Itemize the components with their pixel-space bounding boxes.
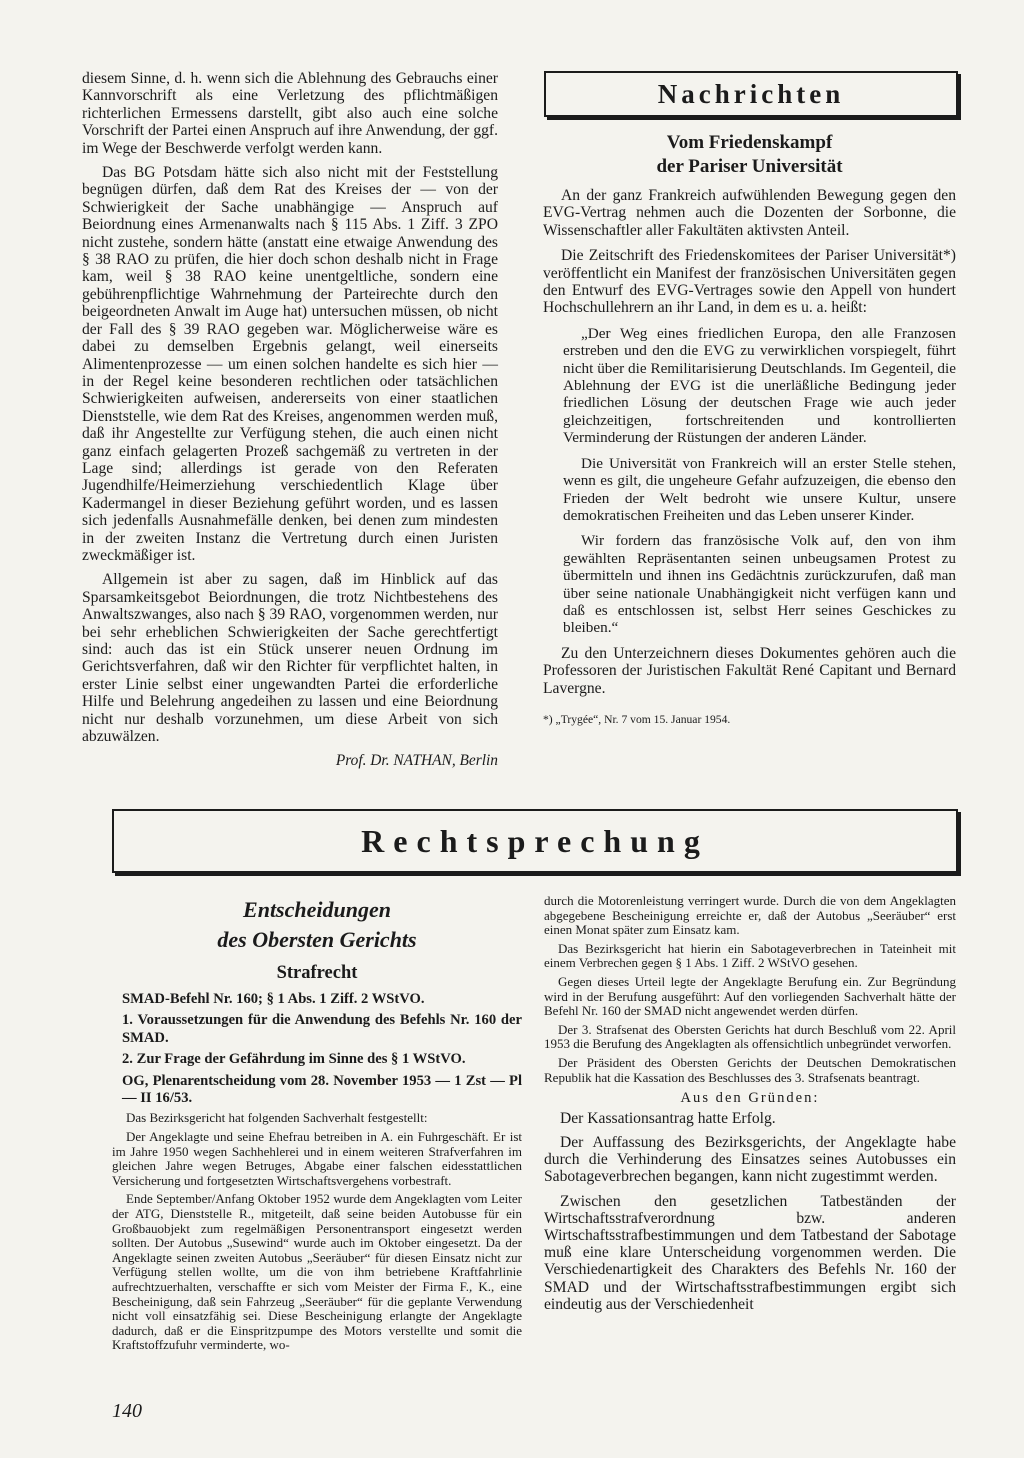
news-heading: [543, 131, 956, 179]
decision-heading-line1: Entscheidungen: [243, 897, 391, 922]
news-heading-line1: Vom Friedenskampf: [666, 132, 833, 153]
paragraph: Die Zeitschrift des Friedenskomitees der Pariser Universität*) veröffentlicht ein Manifest der französischen Universitäten gegen den Entwurf des EVG-Vertrages sowie den Appell von hundert Hochschullehrern an ihr Land, in dem es u. a. heißt:: [543, 247, 956, 317]
paragraph: durch die Motorenleistung verringert wurde. Durch die von dem Angeklagten abgegebene Bescheinigung erreichte er, daß der Autobus „Seeräuber“ erst einen Monat später zum Einsatz kam.: [544, 893, 956, 938]
paragraph: Allgemein ist aber zu sagen, daß im Hinblick auf das Sparsamkeitsgebot Beiordnungen, die trotz Nichtbestehens des Anwaltszwanges, also nach § 39 RAO, vorgenommen werden, nur bei sehr erheblichen Schwierigkeiten der Sache gerechtfertigt sind: auch das ist ein Stück unserer neuen Ordnung im Gerichtsverfahren, daß wir den Richter für verpflichtet halten, in erster Linie selbst einer ungewandten Partei die erforderliche Hilfe und Belehrung angedeihen zu lassen und eine Beiordnung nicht nur deshalb vorzunehmen, um diese Arbeit von sich abzuwälzen.: [82, 571, 498, 746]
paragraph: Der Kassationsantrag hatte Erfolg.: [560, 1109, 776, 1127]
quote-paragraph: Die Universität von Frankreich will an erster Stelle stehen, wenn es gilt, die ungeheure Gefahr aufzuzeigen, die ebenso den Frieden der Welt bedroht wie unsere Kultur, unsere demokratischen Freiheiten und das Leben unserer Kinder.: [563, 454, 956, 524]
paragraph: diesem Sinne, d. h. wenn sich die Ablehnung des Gebrauchs einer Kannvorschrift als eine Verletzung des pflichtmäßigen richterlichen Ermessens darstellt, gibt also auch eine solche Vorschrift der Partei einen Anspruch auf ihre Anwendung, der ggf. im Wege der Beschwerde verfolgt werden kann.: [82, 70, 498, 157]
paragraph: Das BG Potsdam hätte sich also nicht mit der Feststellung begnügen dürfen, daß dem Rat des Kreises der — von der Schwierigkeit der Sache unabhängige — Anspruch auf Beiordnung eines Armenanwalts nach § 115 Abs. 1 Ziff. 3 ZPO nicht zustehe, sondern hätte (anstatt eine etwaige Anwendung des § 38 RAO zu prüfen, die hier doch schon deshalb nicht in Frage kam, weil § 38 RAO keine unentgeltliche, sondern eine gebührenpflichtige Wahrnehmung der Parteirechte durch den beigeordneten Anwalt im Auge hat) untersuchen müssen, ob nicht der Fall des § 39 RAO gegeben war. Möglicherweise wäre es dabei zu demselben Ergebnis gelangt, weil einerseits Alimentenprozesse — um einen solchen handelte es sich hier — in der Regel keine besonderen rechtlichen oder tatsächlichen Schwierigkeiten aufweisen, andererseits von einer staatlichen Dienststelle, wie dem Rat des Kreises, angenommen werden muß, daß ihr Angestellte zur Verfügung stehen, die auch einen nicht ganz einfach gelagerten Prozeß sachgemäß zu vertreten in der Lage sind; allerdings ist gerade von den Referaten Jugendhilfe/Heimerziehung verschiedentlich Klage über Kadermangel in dieser Beziehung geführt worden, und es lassen sich jedenfalls Ausnahmefälle denken, bei denen zum mindesten in der zweiten Instanz die Vertretung durch einen Juristen zweckmäßiger ist.: [82, 164, 498, 564]
lead-line: 2. Zur Frage der Gefährdung im Sinne des § 1 WStVO.: [122, 1051, 466, 1068]
author-signature: Prof. Dr. NATHAN, Berlin: [335, 752, 498, 770]
news-article: [543, 131, 956, 736]
paragraph: Zu den Unterzeichnern dieses Dokumentes gehören auch die Professoren der Juristischen Fakultät René Capitant und Bernard Lavergne.: [543, 644, 956, 697]
quote-paragraph: Wir fordern das französische Volk auf, den von ihm gewählten Repräsentanten seinen unbeugsamen Protest zu übermitteln und ihnen ins Gedächtnis zurückzurufen, daß man über seine nationale Unabhängigkeit nicht verfügen kann und daß es entschlossen ist, selbst Herr seines Geschickes zu bleiben.“: [563, 532, 956, 637]
paragraph: Ende September/Anfang Oktober 1952 wurde dem Angeklagten vom Leiter der ATG, Dienststelle R., mitgeteilt, daß seine beiden Autobusse für ein Großbauobjekt zum regelmäßigen Personentransport eingesetzt werden sollten. Der Autobus „Susewind“ wurde auch im Oktober eingesetzt. Da der Angeklagte seinen zweiten Autobus „Seeräuber“ für diesen Einsatz nicht zur Verfügung stellen wollte, um die von ihm betriebene Kraftfahrlinie aufrechtzuerhalten, verschaffte er sich vom Meister der Firma F., K., eine Bescheinigung, daß sein Fahrzeug „Seeräuber“ für die geplante Verwendung nicht voll einsatzfähig sei. Diese Bescheinigung erlangte der Angeklagte dadurch, daß er die Einspritzpumpe des Motors verstellte und somit die Kraftstoffzufuhr verminderte, wo-: [112, 1191, 522, 1353]
paragraph: Zwischen den gesetzlichen Tatbeständen der Wirtschaftsstrafverordnung bzw. anderen Wirtschaftsstrafbestimmungen und dem Tatbestand der Sabotage muß eine klare Unterscheidung vorgenommen werden. Die Verschiedenartigkeit des Charakters des Befehls Nr. 160 der SMAD und der Wirtschaftsstrafbestimmungen ergibt sich eindeutig aus der Verschiedenheit: [544, 1192, 956, 1313]
decision-article-left: [112, 895, 522, 1357]
quote-paragraph: „Der Weg eines friedlichen Europa, den alle Franzosen erstreben und den die EVG zu verwirklichen vorspiegelt, führt nicht über die Remilitarisierung Deutschlands. Im Gegenteil, die Ablehnung der EVG ist die unerläßliche Bedingung jeder friedlichen Lösung der deutschen Frage wie auch jeder gleichzeitigen, fortschreitenden und kontrollierten Verminderung der Rüstungen der anderen Länder.: [563, 324, 956, 447]
decision-article-right: [544, 894, 956, 1320]
paragraph: An der ganz Frankreich aufwühlenden Bewegung gegen den EVG-Vertrag nehmen auch die Dozenten der Sorbonne, die Wissenschaftler aller Fakultäten aktivsten Anteil.: [543, 187, 956, 239]
paragraph: Der Angeklagte und seine Ehefrau betreiben in A. ein Fuhrgeschäft. Er ist im Jahre 1950 wegen Sachhehlerei und in einem weiteren Strafverfahren im gleichen Jahre wegen Betruges, Abgabe einer falschen eidesstattlichen Versicherung und fortgesetzten Wirtschaftsvergehens vorbestraft.: [112, 1129, 522, 1188]
paragraph: Der 3. Strafsenat des Obersten Gerichts hat durch Beschluß vom 22. April 1953 die Berufung des Angeklagten als offensichtlich unbegründet verworfen.: [544, 1021, 956, 1052]
section-title-rechtsprechung: Rechtsprechung: [112, 809, 958, 873]
subheading-strafrecht: Strafrecht: [276, 963, 358, 983]
lead-line: 1. Voraussetzungen für die Anwendung des Befehls Nr. 160 der SMAD.: [122, 1012, 522, 1046]
lead-line: OG, Plenarentscheidung vom 28. November 1953 — 1 Zst — Pl — II 16/53.: [122, 1072, 522, 1107]
article-continuation: [82, 70, 498, 770]
page-number: 140: [112, 1400, 142, 1422]
footnote: *) „Trygée“, Nr. 7 vom 15. Januar 1954.: [543, 712, 731, 726]
paragraph: Das Bezirksgericht hat hierin ein Sabotageverbrechen in Tateinheit mit einem Verbrechen gegen § 1 Abs. 1 Ziff. 2 WStVO gesehen.: [544, 940, 956, 971]
decision-heading-line2: des Obersten Gerichts: [217, 927, 417, 952]
section-title-nachrichten: Nachrichten: [544, 71, 958, 117]
paragraph: Der Auffassung des Bezirksgerichts, der Angeklagte habe durch die Verhinderung des Einsatzes seines Autobusses ein Sabotageverbrechen begangen, kann nicht zugestimmt werden.: [544, 1133, 956, 1186]
news-heading-line2: der Pariser Universität: [656, 156, 843, 177]
lead-line: SMAD-Befehl Nr. 160; § 1 Abs. 1 Ziff. 2 WStVO.: [122, 991, 425, 1007]
paragraph: Der Präsident des Obersten Gerichts der Deutschen Demokratischen Republik hat die Kassation des Beschlusses des 3. Strafsenats beantragt.: [544, 1054, 956, 1085]
paragraph: Das Bezirksgericht hat folgenden Sachverhalt festgestellt:: [126, 1110, 428, 1126]
paragraph: Gegen dieses Urteil legte der Angeklagte Berufung ein. Zur Begründung wird in der Berufung ausgeführt: Auf den vorliegenden Sachverhalt hätte der Befehl Nr. 160 der SMAD nicht angewendet werden dürfen.: [544, 973, 956, 1019]
reasons-heading: Aus den Gründen:: [680, 1090, 820, 1107]
